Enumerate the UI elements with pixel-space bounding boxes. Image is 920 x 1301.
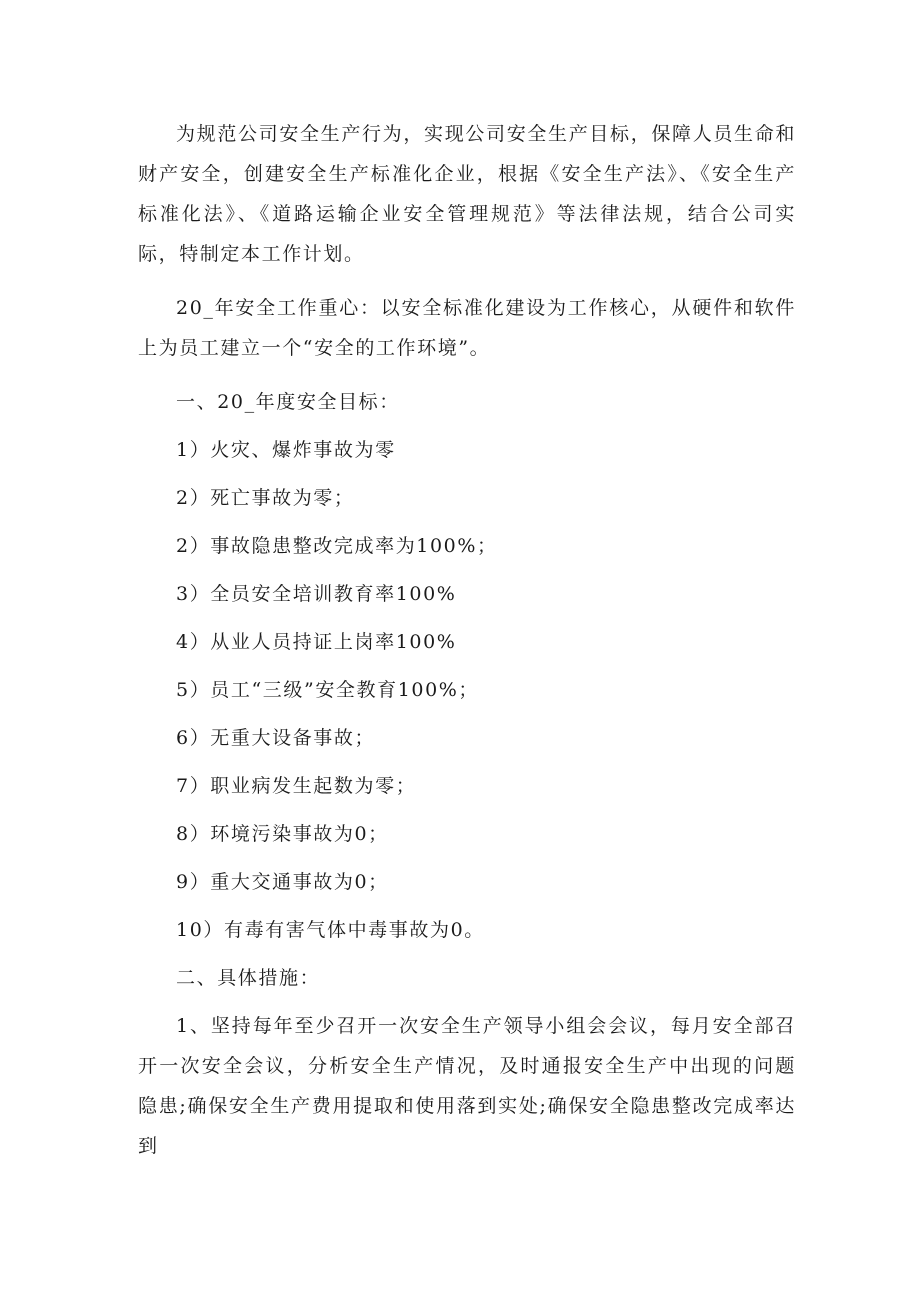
goal-item-2: 2）死亡事故为零； — [176, 487, 355, 509]
goals-heading: 一、20_年度安全目标： — [176, 391, 400, 413]
goal-item-9: 8）环境污染事故为0； — [176, 823, 389, 845]
focus-paragraph: 20_年安全工作重心：以安全标准化建设为工作核心，从硬件和软件上为员工建立一个“安全的工作环境”。 — [138, 297, 796, 359]
goal-item-4: 3）全员安全培训教育率100% — [176, 583, 457, 605]
goal-item-3: 2）事故隐患整改完成率为100%； — [176, 535, 498, 557]
goal-item-5: 4）从业人员持证上岗率100% — [176, 631, 457, 653]
goal-item-11: 10）有毒有害气体中毒事故为0。 — [176, 919, 485, 941]
goal-item-8: 7）职业病发生起数为零； — [176, 775, 417, 797]
goal-item-10: 9）重大交通事故为0； — [176, 871, 389, 893]
goal-item-1: 1）火灾、爆炸事故为零 — [176, 439, 396, 461]
measure-paragraph-1: 1、坚持每年至少召开一次安全生产领导小组会会议，每月安全部召开一次安全会议，分析安全生产情况，及时通报安全生产中出现的问题隐患;确保安全生产费用提取和使用落到实处;确保安全隐患整改完成率达到 — [138, 1015, 796, 1157]
intro-paragraph: 为规范公司安全生产行为，实现公司安全生产目标，保障人员生命和财产安全，创建安全生产标准化企业，根据《安全生产法》、《安全生产标准化法》、《道路运输企业安全管理规范》等法律法规，结合公司实际，特制定本工作计划。 — [138, 123, 796, 265]
measures-heading: 二、具体措施： — [176, 967, 321, 989]
goal-item-6: 5）员工“三级”安全教育100%； — [176, 679, 480, 701]
document-body — [138, 114, 796, 1180]
goal-item-7: 6）无重大设备事故； — [176, 727, 376, 749]
